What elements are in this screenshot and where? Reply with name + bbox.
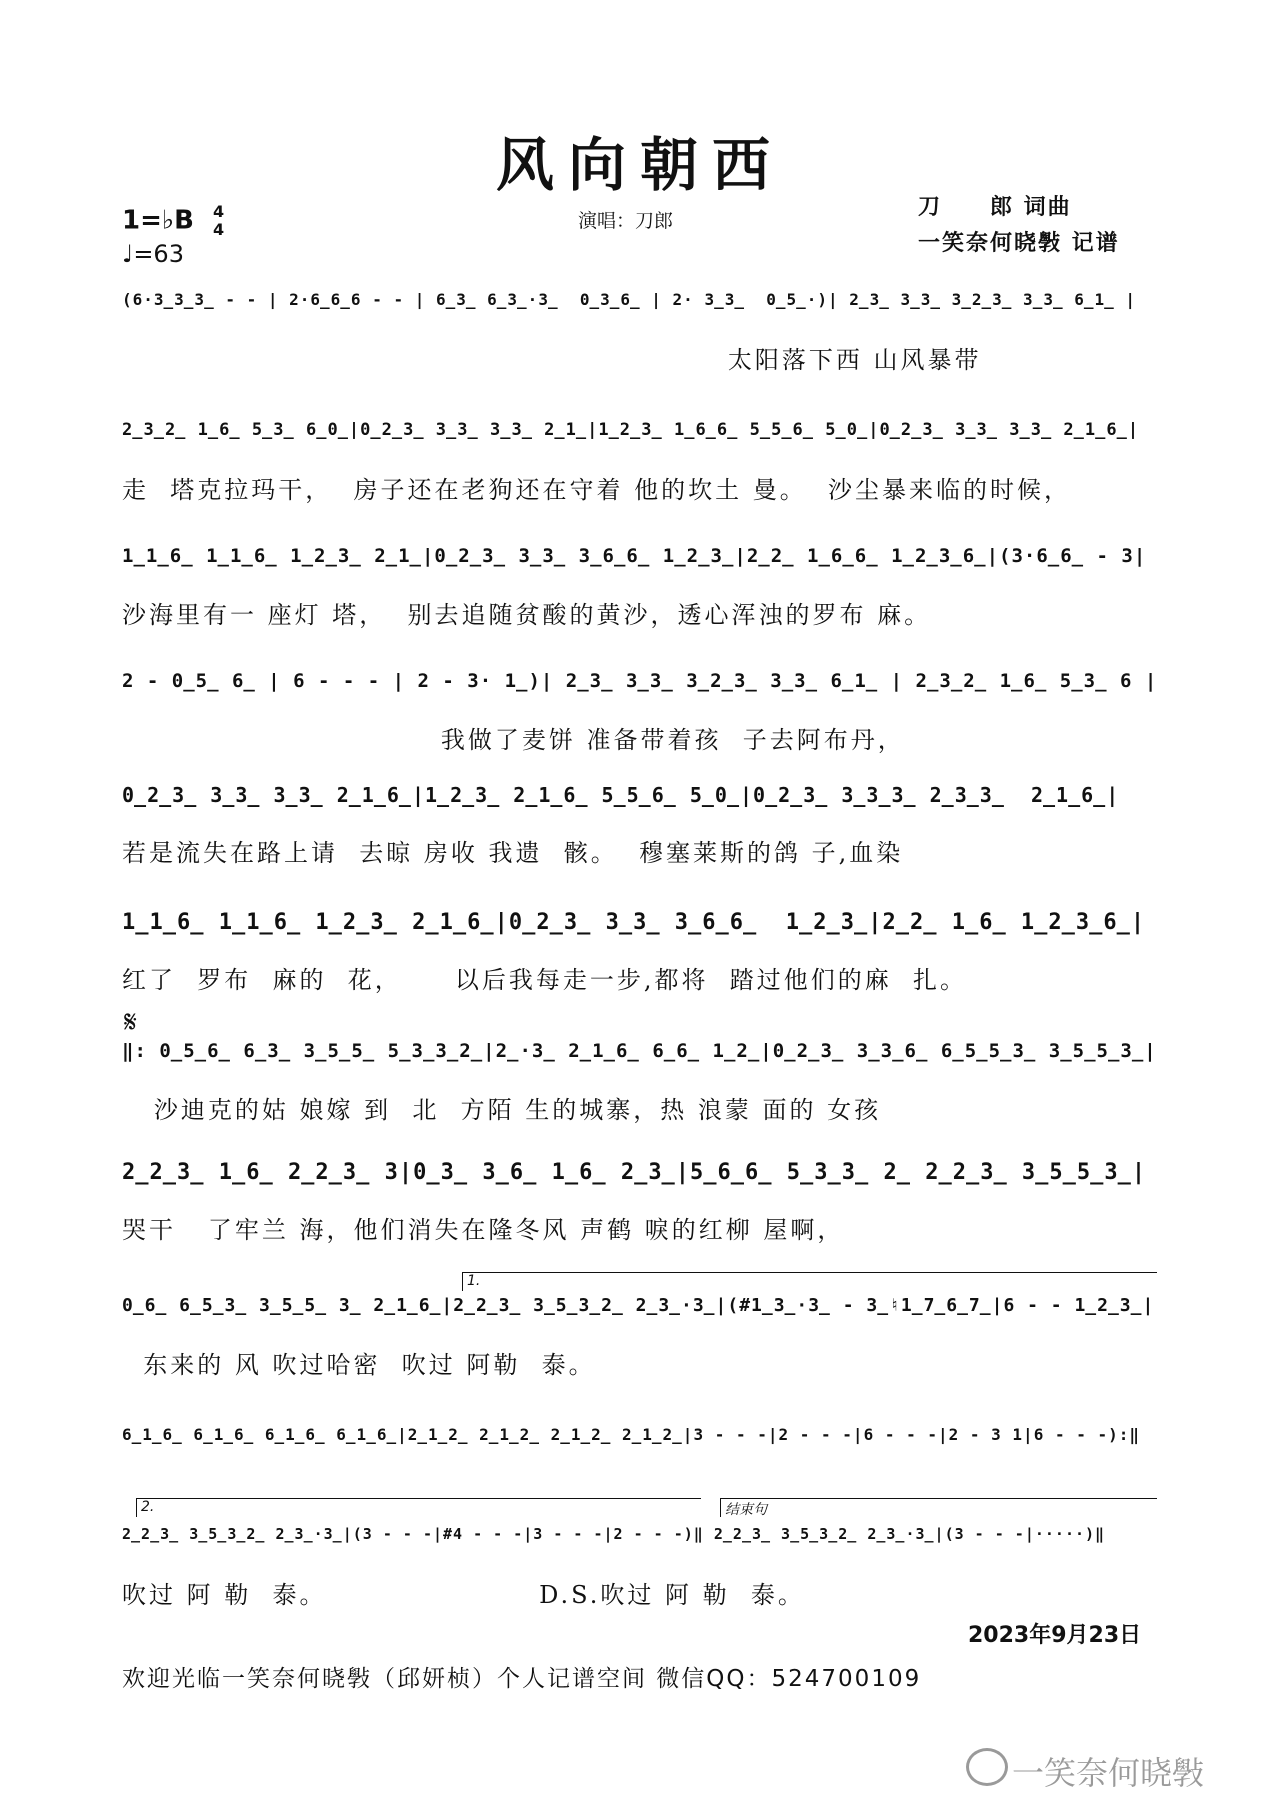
notation-line: 6̲1̲6̲ 6̲1̲6̲ 6̲1̲6̲ 6̲1̲6̲|2̲1̲2̲ 2̲1̲2̲ 2̲1̲2̲ 2̲1̲2̲|3 - - -|2 - - -|6 - - -|2 - 3 1|6 - - -):‖ — [122, 1425, 1141, 1444]
tempo-marking: ♩=63 — [122, 240, 184, 268]
lyric-line: 沙海里有一 座灯 塔， 别去追随贫酸的黄沙，透心浑浊的罗布 麻。 — [122, 601, 932, 629]
notation-line: 2 - 0̲5̲ 6̲ | 6 - - - | 2 - 3· 1̲)| 2̲3̲ 3̲3̲ 3̲2̲3̲ 3̲3̲ 6̲1̲ | 2̲3̲2̲ 1̲6̲ 5̲3̲ 6 | — [122, 670, 1158, 692]
key-signature — [122, 203, 224, 239]
lyric-line: 红了 罗布 麻的 花， 以后我每走一步,都将 踏过他们的麻 扎。 — [122, 966, 968, 994]
time-signature — [213, 203, 224, 239]
notation-line: ‖: 0̲5̲6̲ 6̲3̲ 3̲5̲5̲ 5̲3̲3̲2̲|2̲·3̲ 2̲1̲6̲ 6̲6̲ 1̲2̲|0̲2̲3̲ 3̲3̲6̲ 6̲5̲5̲3̲ 3̲5̲5̲3̲| — [122, 1040, 1157, 1062]
lyric-line: 东来的 风 吹过哈密 吹过 阿勒 泰。 — [122, 1351, 596, 1379]
lyric-line: 哭干 了牢兰 海，他们消失在隆冬风 声鹤 唳的红柳 屋啊， — [122, 1216, 845, 1244]
first-ending-bracket — [462, 1272, 1157, 1291]
watermark-text: 一笑奈何晓斅 — [1012, 1754, 1205, 1792]
notation-line: 1̲1̲6̲ 1̲1̲6̲ 1̲2̲3̲ 2̲1̲6̲|0̲2̲3̲ 3̲3̲ 3̲6̲6̲ 1̲2̲3̲|2̲2̲ 1̲6̲ 1̲2̲3̲6̲| — [122, 910, 1146, 935]
second-ending-label: 2. — [141, 1499, 155, 1515]
lyric-line: 太阳落下西 山风暴带 — [122, 346, 982, 374]
song-title: 风向朝西 — [495, 131, 784, 199]
first-ending-label: 1. — [467, 1273, 481, 1289]
key-label: 1=♭B — [122, 205, 194, 236]
second-ending-bracket — [136, 1498, 701, 1517]
notation-line: 2̲2̲3̲ 3̲5̲3̲2̲ 2̲3̲·3̲|(3 - - -|#4 - - -|3 - - -|2 - - -)‖ 2̲2̲3̲ 3̲5̲3̲2̲ 2̲3̲·3̲|(3 - - -|·····)‖ — [122, 1525, 1106, 1543]
lyric-line: 沙迪克的姑 娘嫁 到 北 方陌 生的城寨，热 浪蒙 面的 女孩 — [122, 1096, 882, 1124]
notation-line: 1̲1̲6̲ 1̲1̲6̲ 1̲2̲3̲ 2̲1̲|0̲2̲3̲ 3̲3̲ 3̲6̲6̲ 1̲2̲3̲|2̲2̲ 1̲6̲6̲ 1̲2̲3̲6̲|(3·6̲6̲ - 3| — [122, 545, 1147, 567]
lyric-line: 吹过 阿 勒 泰。 D.S.吹过 阿 勒 泰。 — [122, 1581, 805, 1609]
footer-text: 欢迎光临一笑奈何晓斅（邱妍桢）个人记谱空间 微信QQ：524700109 — [122, 1666, 922, 1692]
wechat-icon — [966, 1748, 1008, 1786]
date-stamp: 2023年9月23日 — [968, 1623, 1142, 1648]
notation-line: 2̲2̲3̲ 1̲6̲ 2̲2̲3̲ 3|0̲3̲ 3̲6̲ 1̲6̲ 2̲3̲|5̲6̲6̲ 5̲3̲3̲ 2̲ 2̲2̲3̲ 3̲5̲5̲3̲| — [122, 1160, 1147, 1185]
singer-credit: 演唱：刀郎 — [578, 210, 674, 232]
meter-bottom: 4 — [213, 220, 225, 239]
meter-top: 4 — [213, 202, 225, 221]
lyric-line: 走 塔克拉玛干， 房子还在老狗还在守着 他的坎土 曼。 沙尘暴来临的时候， — [122, 476, 1072, 504]
transcriber-credit: 一笑奈何晓斅 记谱 — [918, 231, 1120, 256]
notation-line: (6·3̲3̲3̲ - - | 2·6̲6̲6 - - | 6̲3̲ 6̲3̲·3̲ 0̲3̲6̲ | 2· 3̲3̲ 0̲5̲·)| 2̲3̲ 3̲3̲ 3̲2̲3̲ 3̲3̲ 6̲1̲ | — [122, 290, 1137, 309]
notation-line: 2̲3̲2̲ 1̲6̲ 5̲3̲ 6̲0̲|0̲2̲3̲ 3̲3̲ 3̲3̲ 2̲1̲|1̲2̲3̲ 1̲6̲6̲ 5̲5̲6̲ 5̲0̲|0̲2̲3̲ 3̲3̲ 3̲3̲ 2̲1̲6̲| — [122, 420, 1140, 440]
segno-sign: 𝄋 — [124, 1005, 137, 1040]
lyricist-composer-credit: 刀 郎 词曲 — [918, 195, 1072, 220]
notation-line: 0̲6̲ 6̲5̲3̲ 3̲5̲5̲ 3̲ 2̲1̲6̲|2̲2̲3̲ 3̲5̲3̲2̲ 2̲3̲·3̲|(#1̲3̲·3̲ - 3̲♮1̲7̲6̲7̲|6 - - 1̲2̲3̲| — [122, 1295, 1155, 1316]
notation-line: 0̲2̲3̲ 3̲3̲ 3̲3̲ 2̲1̲6̲|1̲2̲3̲ 2̲1̲6̲ 5̲5̲6̲ 5̲0̲|0̲2̲3̲ 3̲3̲3̲ 2̲3̲3̲ 2̲1̲6̲| — [122, 783, 1120, 807]
ending-phrase-bracket — [720, 1498, 1157, 1517]
lyric-line: 我做了麦饼 准备带着孩 子去阿布丹， — [122, 726, 905, 754]
credits-block — [918, 190, 1120, 262]
ending-phrase-label: 结束句 — [725, 1502, 767, 1518]
lyric-line: 若是流失在路上请 去晾 房收 我遗 骸。 穆塞莱斯的鸽 子,血染 — [122, 839, 904, 867]
